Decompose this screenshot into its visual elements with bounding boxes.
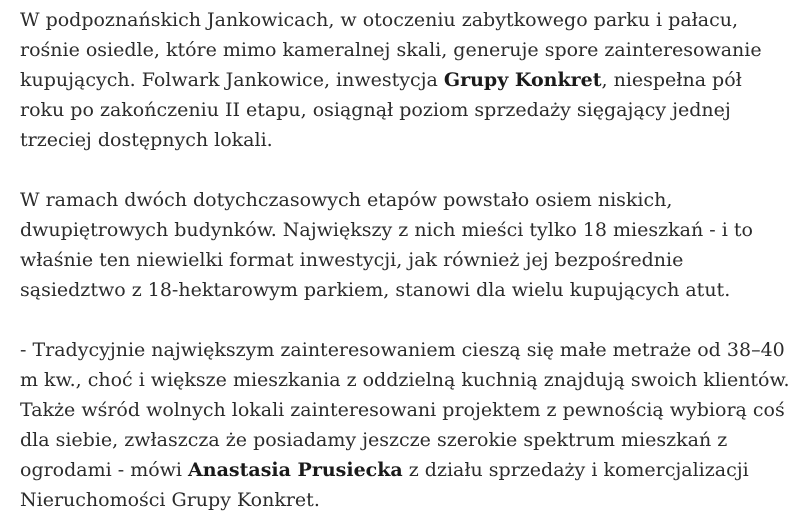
paragraph-intro-text-start: W podpoznańskich Jankowicach, w otoczeniu zabytkowego parku i pałacu, rośnie osiedle, które mimo kameralnej skali, generuje spore zainteresowanie kupujących. Folwark Jankowice, inwestycja bbox=[20, 9, 762, 91]
paragraph-quote bbox=[20, 335, 790, 515]
paragraph-stages: W ramach dwóch dotychczasowych etapów powstało osiem niskich, dwupiętrowych budynków. Największy z nich mieści tylko 18 mieszkań - i to właśnie ten niewielki format inwestycji, jak również jej bezpośrednie sąsiedztwo z 18-hektarowym parkiem, stanowi dla wielu kupujących atut. bbox=[20, 189, 753, 301]
speaker-name-bold: Anastasia Prusiecka bbox=[188, 459, 403, 481]
article-body bbox=[20, 5, 790, 515]
paragraph-intro-text-end: , niespełna pół roku po zakończeniu II etapu, osiągnął poziom sprzedaży sięgający jednej trzeciej dostępnych lokali. bbox=[20, 69, 742, 151]
company-name-bold: Grupy Konkret bbox=[443, 69, 602, 91]
paragraph-intro bbox=[20, 5, 790, 155]
paragraph-quote-text-start: - Tradycyjnie największym zainteresowaniem cieszą się małe metraże od 38–40 m kw., choć i większe mieszkania z oddzielną kuchnią znajdują swoich klientów. Także wśród wolnych lokali zainteresowani projektem z pewnością wybiorą coś dla siebie, zwłaszcza że posiadamy jeszcze szerokie spektrum mieszkań z ogrodami - mówi bbox=[20, 339, 790, 481]
paragraph-quote-text-end: z działu sprzedaży i komercjalizacji Nieruchomości Grupy Konkret. bbox=[20, 459, 749, 511]
